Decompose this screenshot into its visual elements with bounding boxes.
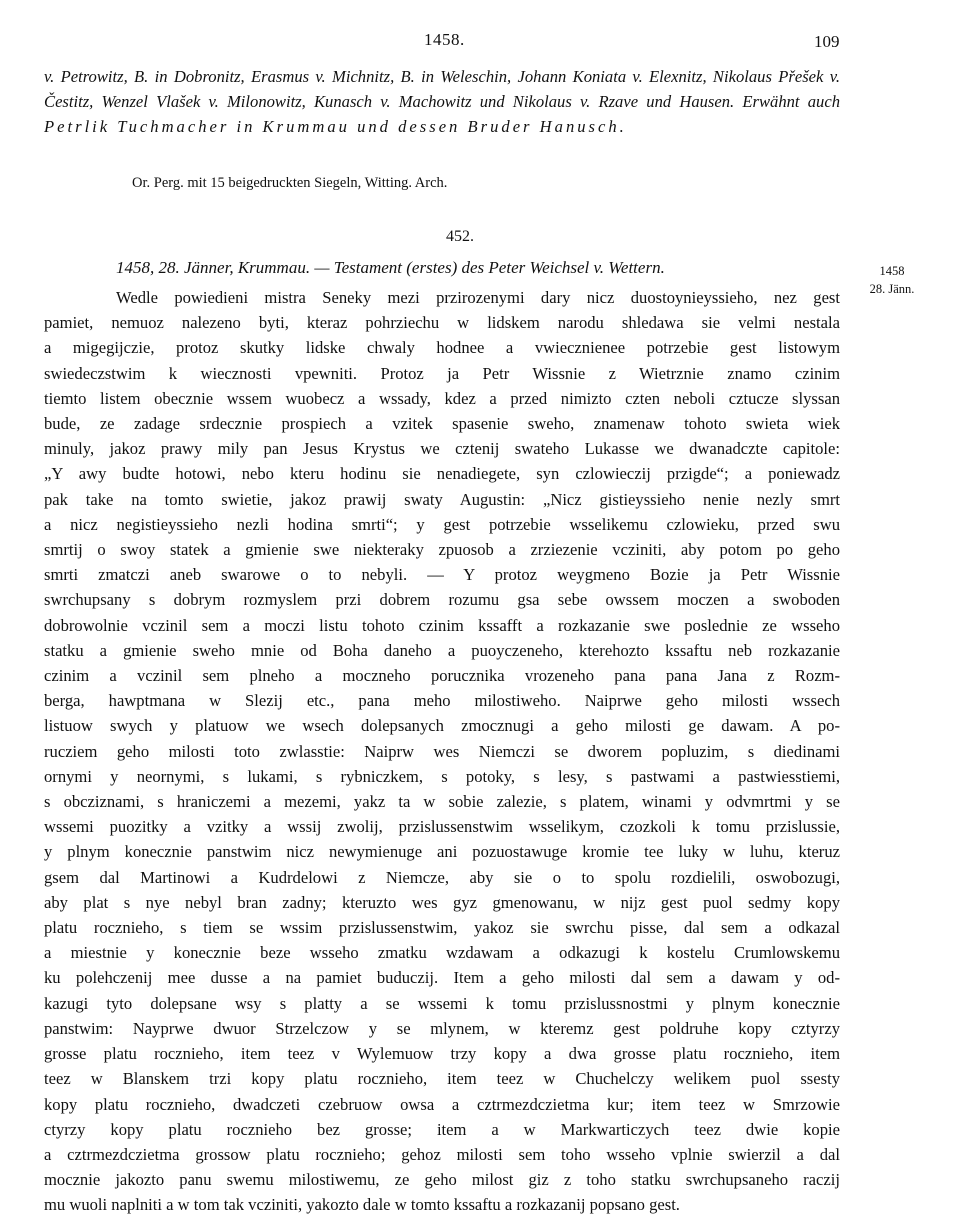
body-line: pamiet, nemuoz nalezeno byti, kteraz pohrziechu w lidskem narodu shledawa sie velmi nestala (44, 313, 840, 333)
body-line: swrchupsany s dobrym rozmyslem przi dobrem rozumu gsa sebe owssem moczen a swoboden (44, 590, 840, 610)
body-line: wssemi puozitky a vzitky a wssij zwolij, przislussenstwim wsselikym, czozkoli k tomu przislussie, (44, 817, 840, 837)
margin-date-day: 28. Jänn. (869, 282, 915, 296)
body-line: a migegijczie, protoz skutky lidske chwaly hodnee a vwiecznienee potrzebie gest listowym (44, 338, 840, 358)
body-line: minuly, jakoz prawy mily pan Jesus Krystus we cztenij swateho Lukasse we dwanadczte capitole: (44, 439, 840, 459)
header-year: 1458. (424, 30, 465, 49)
body-line: gsem dal Martinowi a Kudrdelowi z Niemcze, aby sie o to spolu rozdielili, oswobozugi, (44, 867, 840, 887)
body-line: berga, hawptmana w Slezij etc., pana meho milostiweho. Naiprwe geho milosti wssech (44, 691, 840, 711)
body-line: ctyrzy kopy platu rocznieho bez grosse; item a w Markwarticzych teez dwie kopie (44, 1119, 840, 1139)
archive-note: Or. Perg. mit 15 beigedruckten Siegeln, Witting. Arch. (132, 175, 448, 191)
body-line: statku a gmienie sweho mnie od Boha daneho a puoyczeneho, kterehozto kssaftu neb rozkazanie (44, 640, 840, 660)
body-line: pak take na tomto swietie, jakoz prawij swaty Augustin: „Nicz gistieyssieho nenie nezly smrt (44, 489, 840, 509)
body-line: kazugi tyto dolepsane wsy s platty a se wssemi k tomu przislussnostmi y plnym konecznie (44, 993, 840, 1013)
body-line: platu rocznieho, s tiem se wssim przislussenstwim, yakoz sie swrchu pisse, dal sem a odkazal (44, 918, 840, 938)
body-line: kopy platu rocznieho, dwadczeti czebruow owsa a cztrmezdczietma kur; item teez w Smrzowie (44, 1094, 840, 1114)
body-line: a miestnie y konecznie beze wsseho zmatku wzdawam a odkazugi k kostelu Crumlowskemu (44, 943, 840, 963)
page-number: 109 (814, 32, 840, 51)
body-line: grosse platu rocznieho, item teez v Wylemuow trzy kopy a dwa grosse platu rocznieho, item (44, 1044, 840, 1064)
document-number: 452. (446, 228, 474, 245)
document-regest: 1458, 28. Jänner, Krummau. — Testament (erstes) des Peter Weichsel v. Wettern. (116, 258, 665, 277)
body-line: s obcziznami, s hraniczemi a mezemi, yakz ta w sobie zalezie, s platem, winami y odvmrtmi y se (44, 792, 840, 812)
body-line: ku polehczenij mee dusse a na pamiet buduczij. Item a geho milosti dal sem a dawam y od- (44, 968, 840, 988)
body-line: ornymi y neornymi, s lukami, s rybniczkem, s potoky, s lesy, s pastwami a pastwiesstiemi, (44, 766, 840, 786)
body-line: a cztrmezdczietma grossow platu rocznieho; gehoz milosti sem toho wsseho vplnie swierzil a dal (44, 1144, 840, 1164)
body-line: aby plat s nye nebyl bran zadny; kteruzto wes gyz gmenowanu, w nijz gest puol sedmy kopy (44, 892, 840, 912)
page-header (0, 30, 960, 56)
intro-spaced-text: Petrlik Tuchmacher in Krummau und dessen Bruder Hanusch. (44, 117, 627, 137)
intro-paragraph (44, 64, 840, 140)
document-body (44, 285, 840, 1218)
body-line: Wedle powiedieni mistra Seneky mezi przirozenymi dary nicz duostoynieyssieho, nez gest (116, 288, 840, 307)
body-line: mu wuoli naplniti a w tom tak vcziniti, yakozto dale w tomto kssaftu a rozkazanij popsano gest. (44, 1195, 680, 1215)
margin-date-year: 1458 (879, 264, 905, 278)
body-line: czinim a vczinil sem plneho a moczneho porucznika vrozeneho pana pana Jana z Rozm- (44, 666, 840, 686)
body-line: panstwim: Nayprwe dwuor Strzelczow y se mlynem, w kteremz gest poldruhe kopy cztyrzy (44, 1018, 840, 1038)
body-line: listuow swych y platuow we wsech dolepsanych zmocznugi a geho milosti ge dawam. A po- (44, 716, 840, 736)
body-line: bude, ze zadage srdecznie prospiech a vzitek spasenie sweho, znamenaw tohoto swieta wiek (44, 414, 840, 434)
body-line: smrtij o swoy statek a gmienie swe niekteraky zpuosob a zrziezenie vcziniti, aby potom po geho (44, 540, 840, 560)
body-line: a nicz negistieyssieho nezli hodina smrti“; y gest potrzebie wsselikemu czlowieku, przed swu (44, 514, 840, 534)
body-line: y plnym konecznie panstwim nicz newymienuge ani pozuostawuge kromie tee luky w luhu, kteruz (44, 842, 840, 862)
body-line: „Y awy budte hotowi, nebo kteru hodinu sie nenadiegete, syn czlowieczij przigde“; a poniewadz (44, 464, 840, 484)
body-line: swiedeczstwim k wiecznosti vpewniti. Protoz ja Petr Wissnie z Wietrznie znamo czinim (44, 363, 840, 383)
body-line: rucziem geho milosti toto zwlasstie: Naiprw wes Niemczi se dworem popluzim, s diedinami (44, 741, 840, 761)
body-line: smrti zmatczi aneb swarowe o to nebyli. — Y protoz weygmeno Bozie ja Petr Wissnie (44, 565, 840, 585)
intro-text: v. Petrowitz, B. in Dobronitz, Erasmus v. Michnitz, B. in Weleschin, Johann Koniata v. Elexnitz, Nikolaus Přešek v. Čestitz, Wenzel Vlašek v. Milonowitz, Kunasch v. Machowitz und Nikolaus v. Rzave und Hausen. Erwähnt auch (44, 67, 840, 112)
body-line: tiemto listem obecznie wssem wuobecz a wssady, kdez a przed nimizto czten neboli cztucze slyssan (44, 388, 840, 408)
body-line: dobrowolnie vczinil sem a moczi listu tohoto czinim kssafft a rozkazanie swe poslednie ze wsseho (44, 615, 840, 635)
margin-date (860, 262, 924, 298)
body-line: mocznie jakozto panu swemu milostiwemu, ze geho milost giz z toho statku swrchupsaneho raczij (44, 1170, 840, 1190)
body-line: teez w Blanskem trzi kopy platu rocznieho, item teez w Chuchelczy welikem puol ssesty (44, 1069, 840, 1089)
